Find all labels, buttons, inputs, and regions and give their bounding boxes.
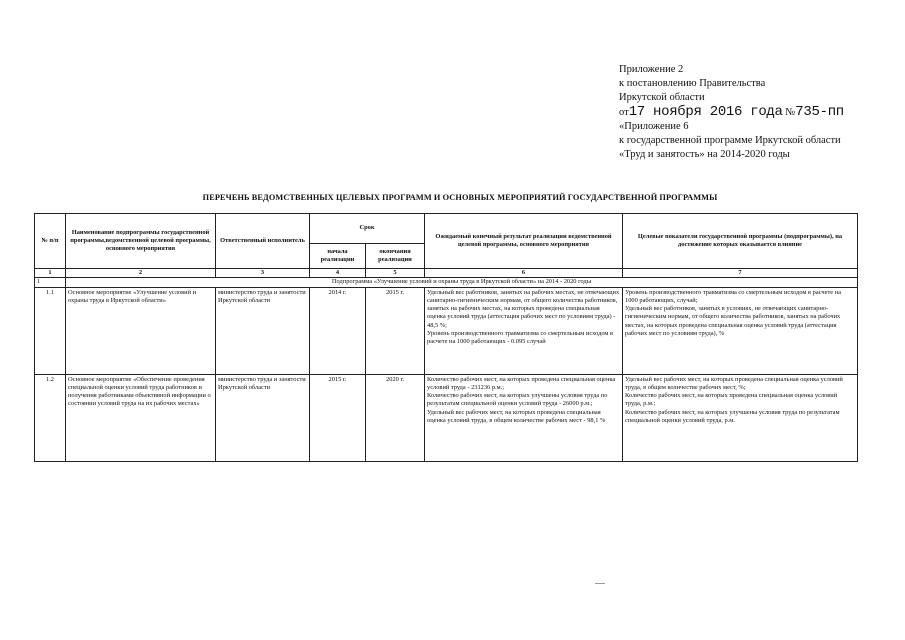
programs-table — [34, 213, 858, 462]
subprogram-title: Подпрограмма «Улучшение условий и охраны труда в Иркутской области» на 2014 - 2020 годы — [66, 278, 858, 287]
appendix-program-line: к государственной программе Иркутской области — [619, 135, 841, 146]
appendix-decree-line: к постановлению Правительства — [619, 78, 766, 89]
row-result — [425, 287, 623, 374]
indicator-item: Количество рабочих мест, на которых улучшены условия труда по результатам специальной оценки условий труда, р.м. — [625, 408, 840, 425]
column-number: 1 — [35, 269, 66, 278]
row-name: Основное мероприятие «Обеспечение проведения специальной оценки условий труда работников и получения работниками объективной информации о состоянии условий труда на их рабочих местах» — [66, 374, 216, 461]
subprogram-num: 1 — [35, 278, 66, 287]
column-number: 7 — [623, 269, 858, 278]
header-num: № п/п — [35, 214, 66, 269]
indicator-item: Удельный вес работников, занятых в условиях, не отвечающих санитарно-гигиеническим нормам, от общего количества работников, занятых на рабочих местах, на которых проведена специальная оценка условий труда (аттестация рабочих мест по условиям труда), % — [625, 305, 841, 338]
header-executor: Ответственный исполнитель — [216, 214, 310, 269]
table-header-row — [35, 214, 858, 244]
header-indicators: Целевые показатели государственной программы (подпрограммы), на достижение которых оказывается влияние — [623, 214, 858, 269]
document-title: ПЕРЕЧЕНЬ ВЕДОМСТВЕННЫХ ЦЕЛЕВЫХ ПРОГРАММ И ОСНОВНЫХ МЕРОПРИЯТИЙ ГОСУДАРСТВЕННОЙ ПРОГРАММЫ — [202, 193, 718, 202]
column-number: 5 — [366, 269, 425, 278]
row-end: 2020 г. — [366, 374, 425, 461]
row-indicators — [623, 374, 858, 461]
indicator-item: Удельный вес рабочих мест, на которых проведена специальная оценка условий труда, в общем количестве рабочих мест, %; — [625, 375, 843, 391]
result-item: Количество рабочих мест, на которых проведена специальная оценка условий труда - 231236 р.м.; — [427, 375, 616, 391]
header-term-end: окончания реализации — [366, 244, 425, 269]
row-num: 1.1 — [35, 287, 66, 374]
column-numbers-row — [35, 269, 858, 278]
header-term: Срок — [310, 214, 425, 244]
column-number: 6 — [425, 269, 623, 278]
column-number: 4 — [310, 269, 366, 278]
indicator-item: Уровень производственного травматизма со смертельным исходом в расчете на 1000 работающих, случай; — [625, 288, 841, 304]
row-end: 2015 г. — [366, 287, 425, 374]
number-prefix: № — [785, 107, 796, 118]
result-item: Уровень производственного травматизма со смертельным исходом в расчете на 1000 работающих - 0.095 случай — [427, 330, 614, 346]
column-number: 3 — [216, 269, 310, 278]
row-start: 2015 г. — [310, 374, 366, 461]
number-filled: 735-пп — [795, 104, 844, 120]
row-num: 1.2 — [35, 374, 66, 461]
appendix-block — [619, 63, 899, 162]
scan-mark — [595, 583, 605, 584]
appendix-program-name: «Труд и занятость» на 2014-2020 годы — [619, 149, 790, 160]
subprogram-row — [35, 278, 858, 287]
table-row — [35, 374, 858, 461]
row-result — [425, 374, 623, 461]
row-indicators — [623, 287, 858, 374]
appendix-title: Приложение 2 — [619, 64, 684, 75]
row-name: Основное мероприятие «Улучшение условий и охраны труда в Иркутской области» — [66, 287, 216, 374]
header-name: Наименование подпрограммы государственной программы,ведомственной целевой программы, основного мероприятия — [66, 214, 216, 269]
header-result: Ожидаемый конечный результат реализации ведомственной целевой программы, основного мероприятия — [425, 214, 623, 269]
appendix-date-line — [619, 105, 899, 120]
column-number: 2 — [66, 269, 216, 278]
indicator-item: Количество рабочих мест, на которых проведена специальная оценка условий труда, р.м.; — [625, 392, 838, 408]
date-filled: 17 ноября 2016 года — [628, 104, 783, 120]
row-start: 2014 г. — [310, 287, 366, 374]
row-executor: министерство труда и занятости Иркутской области — [216, 374, 310, 461]
result-item: Удельный вес рабочих мест, на которых проведена специальная оценка условий труда, в общем количестве рабочих мест - 98,1 % — [427, 408, 606, 425]
table-row — [35, 287, 858, 374]
date-prefix: от — [619, 107, 629, 118]
appendix-sub-title: «Приложение 6 — [619, 121, 689, 132]
row-executor: министерство труда и занятости Иркутской области — [216, 287, 310, 374]
result-item: Удельный вес работников, занятых на рабочих местах, не отвечающих санитарно-гигиеническим нормам, от общего количества работников, занятых на рабочих местах, на которых проведена специальная оценка условий труда (аттестация рабочих мест по условиям труда) - 48,5 %; — [427, 288, 620, 329]
appendix-region-line: Иркутской области — [619, 92, 705, 103]
result-item: Количество рабочих мест, на которых улучшены условия труда по результатам специальной оценки условий труда - 26000 р.м.; — [427, 392, 608, 408]
header-term-start: начала реализации — [310, 244, 366, 269]
